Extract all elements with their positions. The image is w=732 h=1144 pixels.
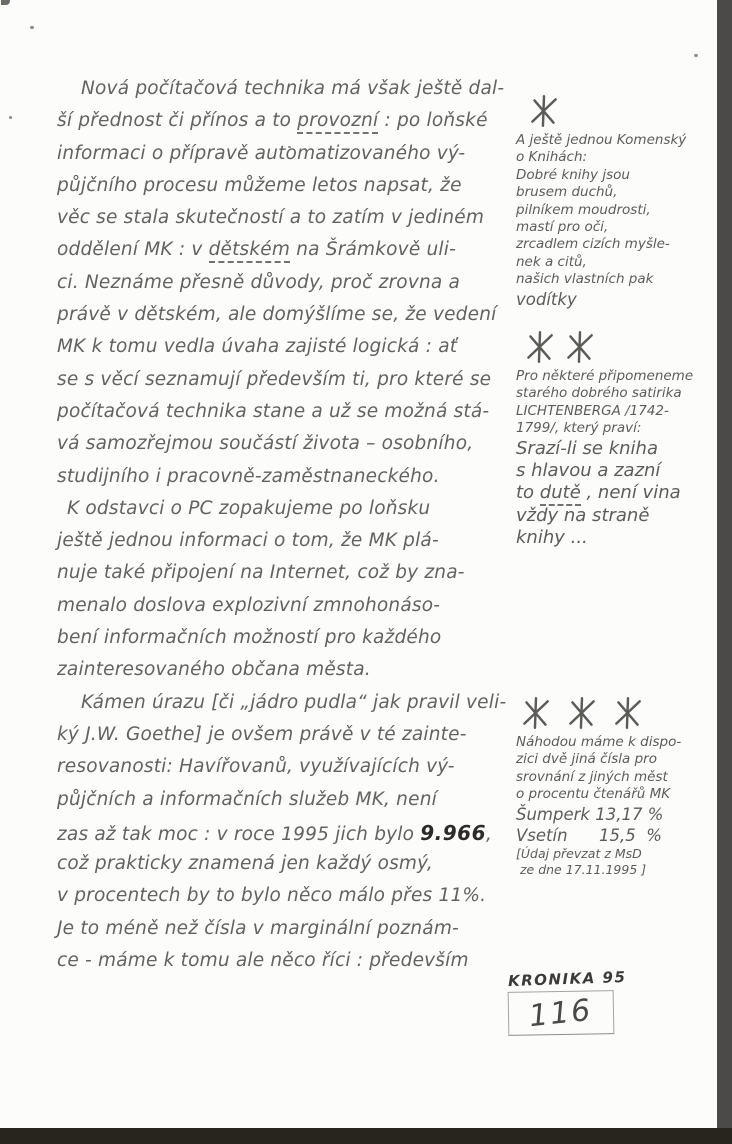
text-line [516,769,722,786]
text-line [516,219,722,236]
asterisk-marker [516,694,722,732]
text-line [57,950,525,982]
text-span: právě v dětském, ale domýšlíme se, že vedení [57,304,497,326]
text-span: o procentu čtenářů MK [516,786,671,803]
text-span: ci. Neznáme přesně důvody, proč zrovna a [57,271,461,293]
text-span: informaci o přípravě automatizovaného vý- [57,142,466,164]
text-span: , není vina [580,482,681,504]
text-line [516,505,722,527]
text-line [57,724,525,756]
text-line [57,885,525,917]
text-line [516,368,722,385]
underlined-text: dětském [209,239,291,263]
text-span: K odstavci o PC zopakujeme po loňsku [67,497,431,519]
text-line [57,175,525,207]
text-line [57,530,525,562]
text-line [57,78,525,110]
text-span: Je to méně než čísla v marginální poznám- [57,917,459,939]
asterisk-marker [516,92,722,130]
text-span: Náhodou máme k dispo- [516,734,682,750]
underlined-text: dutě [540,482,581,506]
text-span: s hlavou a zazní [516,460,661,482]
text-line [516,167,722,184]
text-span: ce - máme k tomu ale něco říci : především [57,950,469,972]
asterisk-icon [564,694,600,732]
text-line [57,627,525,659]
text-span: Nová počítačová technika má však ještě dal- [81,78,505,99]
text-line [516,202,722,219]
text-span: vždy na straně [516,504,650,526]
text-line [57,789,525,821]
text-span: LICHTENBERGA /1742- [516,402,669,419]
text-line [516,289,722,310]
text-line [57,369,525,401]
text-line [516,482,722,504]
text-span: Dobré knihy jsou [516,166,630,183]
asterisk-icon [518,694,554,732]
text-span: Vsetín 15,5 % [516,825,662,845]
text-span: vodítky [516,289,577,309]
text-line [516,184,722,201]
text-line [57,756,525,788]
asterisk-icon [526,92,562,130]
text-span: o Knihách: [516,149,588,166]
text-line [57,562,525,594]
text-span: oddělení MK : v [57,239,209,261]
text-span: studijního i pracovně-zaměstnaneckého. [57,465,440,487]
text-span: což prakticky znamená jen každý osmý, [57,853,433,875]
text-line [57,336,525,368]
text-span: nek a citů, [516,253,587,270]
asterisk-icon [610,694,646,732]
text-span: půjčního procesu můžeme letos napsat, že [57,174,462,196]
text-line [516,438,722,460]
text-span: starého dobrého satirika [516,385,682,402]
text-span: ještě jednou informaci o tom, že MK plá- [57,530,439,552]
asterisk-marker [516,328,722,366]
text-line [516,825,722,846]
text-line [57,401,525,433]
highlighted-number: 9.966 [420,820,486,845]
text-line [57,853,525,885]
text-span: [Údaj převzat z MsD [516,845,642,861]
text-line [57,692,525,724]
text-line [516,786,722,803]
text-span: zas až tak moc : v roce 1995 jich bylo [57,823,421,845]
text-line [516,420,722,437]
scan-edge-bottom [0,1128,732,1144]
text-line [57,433,525,465]
text-line [57,918,525,950]
text-span: Kámen úrazu [či „jádro pudla“ jak pravil veli- [81,691,507,713]
text-line [57,466,525,498]
text-span: ze dne 17.11.1995 ] [516,861,647,877]
text-span: A ještě jednou Komenský [516,132,687,148]
text-line [57,207,525,239]
text-span: věc se stala skutečností a to zatím v jediném [57,207,485,229]
text-line [516,734,722,751]
text-span: pilníkem moudrosti, [516,201,651,218]
text-span: 1799/, který praví: [516,420,642,437]
text-span: Šumperk 13,17 % [516,804,664,824]
margin-note-komensky [516,92,722,310]
text-span: to [516,482,540,504]
text-span: se s věcí seznamují především ti, pro které se [57,368,492,390]
text-line [516,460,722,482]
text-span: na Šrámkově uli- [290,239,456,261]
text-line [516,862,722,878]
text-span: MK k tomu vedla úvaha zajisté logická : ať [57,336,458,358]
text-span: Pro některé připomeneme [516,368,694,384]
text-line [516,254,722,271]
margin-note-statistics [516,694,722,878]
margin-note-text [516,734,722,878]
margin-note-text [516,132,722,310]
text-span: ší přednost či přínos a to [57,110,298,132]
margin-note-lichtenberg [516,328,722,550]
asterisk-icon [522,328,558,366]
text-span: ký J.W. Goethe] je ovšem právě v té zainte- [57,723,467,745]
text-line [57,272,525,304]
text-span: knihy ... [516,527,588,549]
scan-speck [1,0,10,5]
text-span: : po loňské [378,110,488,132]
text-span: Srazí-li se kniha [516,437,658,459]
text-span: zrcadlem cizích myšle- [516,236,670,253]
text-span: srovnání z jiných měst [516,768,668,785]
text-line [516,271,722,288]
text-span: našich vlastních pak [516,271,654,288]
text-line [57,595,525,627]
text-span: zici dvě jiná čísla pro [516,751,657,768]
asterisk-icon [562,328,598,366]
margin-note-text [516,368,722,550]
text-span: menalo doslova explozivní zmnohonáso- [57,594,441,616]
text-line [57,498,525,530]
scan-speck [30,26,34,29]
text-line [516,132,722,149]
text-span: zainteresovaného občana města. [57,659,371,681]
underlined-text: provozní [297,110,378,134]
text-span: nuje také připojení na Internet, což by zna- [57,562,465,584]
text-line [57,304,525,336]
text-line [516,149,722,166]
text-span: brusem duchů, [516,184,618,201]
text-span: počítačová technika stane a už se možná stá- [57,400,490,422]
page-number: 116 [527,992,595,1034]
text-span: bení informačních možností pro každého [57,627,442,649]
text-line [516,751,722,768]
text-span: resovanosti: Havířovanů, využívajících vý- [57,756,455,778]
text-span: půjčních a informačních služeb MK, není [57,788,437,810]
text-line [57,143,525,175]
text-span: v procentech by to bylo něco málo přes 11%. [57,885,487,907]
text-span: vá samozřejmou součástí života – osobního, [57,433,474,455]
text-line [516,804,722,825]
text-line [57,110,525,142]
page-number-box [508,990,615,1036]
main-handwritten-text [57,78,525,982]
text-line [516,236,722,253]
text-line [516,385,722,402]
text-line [516,527,722,549]
scan-speck [9,116,12,119]
text-line [57,821,525,853]
chronicle-title: KRONIKA 95 [507,967,627,991]
text-line [516,846,722,862]
scan-speck [694,54,698,57]
text-line [57,659,525,691]
text-span: mastí pro oči, [516,219,609,236]
text-line [516,403,722,420]
text-span: , [486,823,493,845]
text-line [57,239,525,271]
chronicle-stamp [507,967,627,1035]
